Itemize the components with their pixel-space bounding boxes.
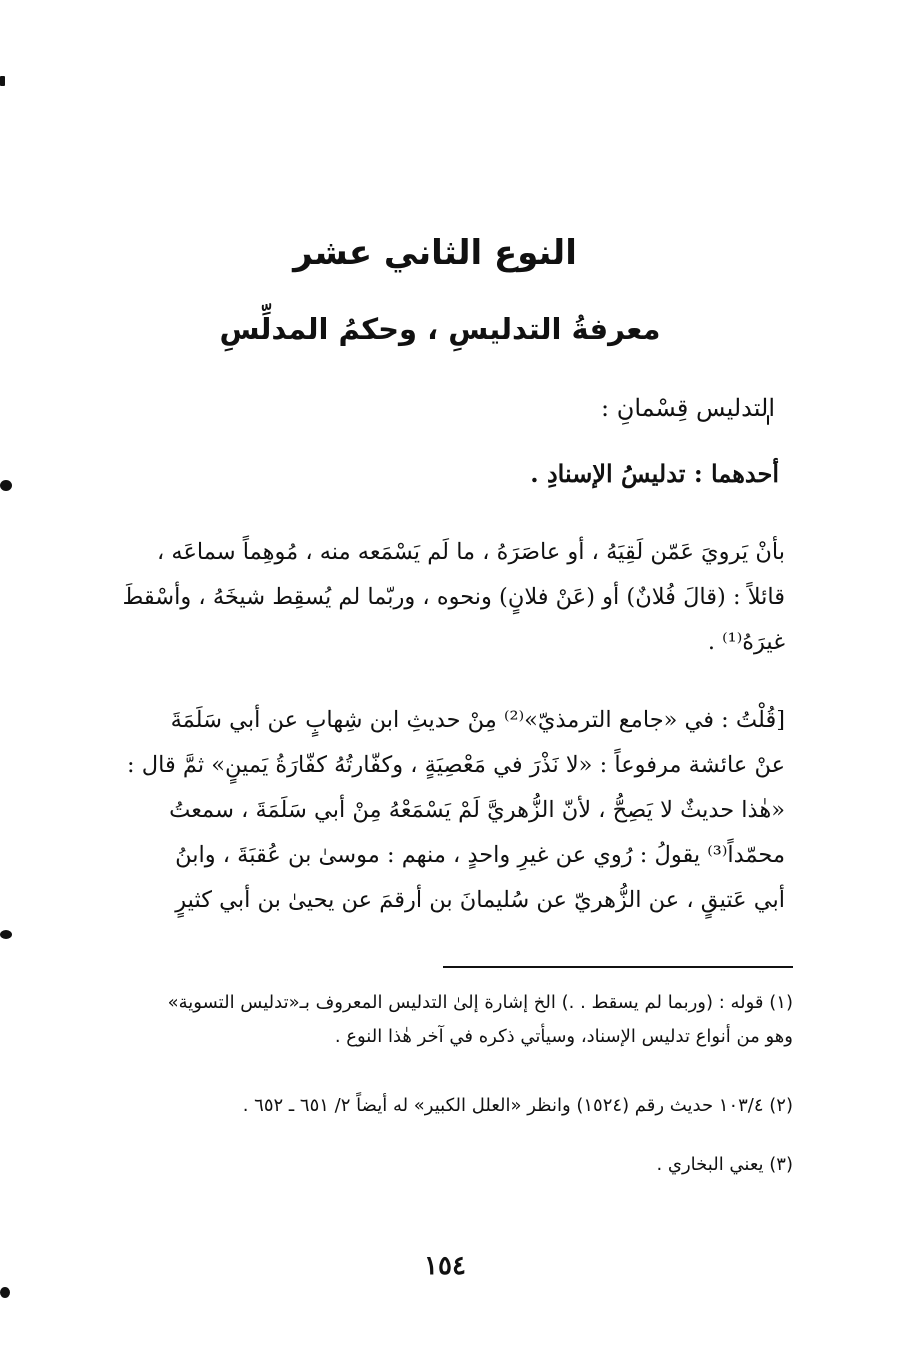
footnote-line: (٣) يعني البخاري . xyxy=(656,1154,793,1175)
footnote-line: وهو من أنواع تدليس الإسناد، وسيأتي ذكره في آخر هٰذا النوع . xyxy=(334,1026,793,1047)
chapter-title: النوع الثاني عشر xyxy=(293,233,577,273)
footnote-separator xyxy=(443,966,793,968)
text-line: [قُلْتُ : في «جامع الترمذيّ»⁽²⁾ مِنْ حديثِ ابن شِهابٍ عن أبي سَلَمَةَ xyxy=(170,707,785,733)
text-line: قائلاً : (قالَ فُلانٌ) أو (عَنْ فلانٍ) ونحوه ، وربّما لم يُسقِط شيخَهُ ، وأسْقطَ xyxy=(122,584,785,610)
text-line: عنْ عائشة مرفوعاً : «لا نَذْرَ في مَعْصِيَةٍ ، وكفّارتُهُ كفّارَةُ يَمينٍ» ثمَّ قال : xyxy=(127,752,785,778)
text-line: «هٰذا حديثٌ لا يَصِحُّ ، لأنّ الزُّهريَّ لَمْ يَسْمَعْهُ مِنْ أبي سَلَمَةَ ، سمعتُ xyxy=(169,797,785,823)
text-line: محمّداً⁽³⁾ يقولُ : رُوي عن غيرِ واحدٍ ، منهم : موسىٰ بن عُقبَةَ ، وابنُ xyxy=(175,842,785,868)
scan-speck xyxy=(0,930,12,939)
page-number: ١٥٤ xyxy=(424,1251,466,1281)
intro-text: التدليس قِسْمانِ : xyxy=(600,394,775,422)
paragraph-example xyxy=(95,698,785,923)
chapter-subtitle: معرفةُ التدليسِ ، وحكمُ المدلِّسِ xyxy=(219,312,661,346)
scan-speck xyxy=(0,1287,10,1298)
scan-speck xyxy=(0,480,12,491)
text-line: بأنْ يَرويَ عَمّن لَقِيَهُ ، أو عاصَرَهُ ، ما لَم يَسْمَعه منه ، مُوهِماً سماعَه ، xyxy=(157,539,785,565)
footnote-line: (٢) ١٠٣/٤ حديث رقم (١٥٢٤) وانظر «العلل الكبير» له أيضاً ٢/ ٦٥١ ـ ٦٥٢ . xyxy=(242,1095,793,1116)
footnote-3 xyxy=(93,1148,793,1182)
footnote-1 xyxy=(93,986,793,1054)
paragraph-definition xyxy=(95,530,785,665)
section-heading: أحدهما : تدليسُ الإسنادِ . xyxy=(530,459,779,488)
text-line: أبي عَتيقٍ ، عن الزُّهريّ عن سُليمانَ بن أرقمَ عن يحيىٰ بن أبي كثيرٍ xyxy=(175,887,785,913)
scan-speck xyxy=(0,76,5,86)
text-line: غيرَهُ⁽¹⁾ . xyxy=(707,629,785,655)
footnote-line: (١) قوله : (وربما لم يسقط . .) الخ إشارة إلىٰ التدليس المعروف بـ«تدليس التسوية» xyxy=(167,992,793,1013)
footnote-2 xyxy=(93,1089,793,1123)
